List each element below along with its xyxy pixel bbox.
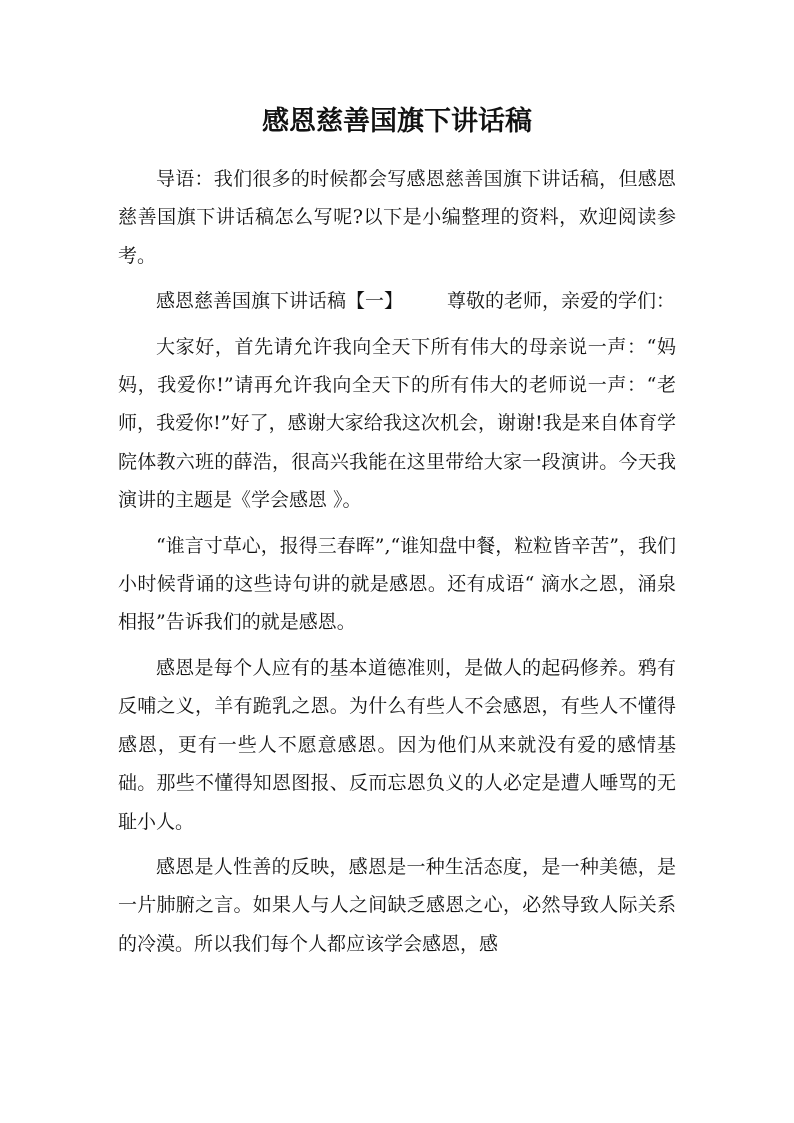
paragraph-poem: “谁言寸草心，报得三春晖”,“谁知盘中餐，粒粒皆辛苦”，我们小时候背诵的这些诗句讲的就是感恩。还有成语“ 滴水之恩，涌泉相报”告诉我们的就是感恩。 (118, 534, 676, 634)
paragraph-morality: 感恩是每个人应有的基本道德准则，是做人的起码修养。鸦有反哺之义，羊有跪乳之恩。为什么有些人不会感恩，有些人不懂得感恩，更有一些人不愿意感恩。因为他们从来就没有爱的感情基础。那些不懂得知恩图报、反而忘恩负义的人必定是遭人唾骂的无耻小人。 (118, 656, 676, 833)
paragraph-kindness: 感恩是人性善的反映，感恩是一种生活态度，是一种美德，是一片肺腑之言。如果人与人之间缺乏感恩之心，必然导致人际关系的冷漠。所以我们每个人都应该学会感恩，感 (118, 855, 676, 955)
salutation: 尊敬的老师，亲爱的学们： (447, 290, 676, 313)
speech-heading: 感恩慈善国旗下讲话稿【一】 (156, 290, 404, 313)
paragraph-heading (118, 282, 676, 320)
document-body (118, 160, 676, 963)
document-title: 感恩慈善国旗下讲话稿 (262, 106, 532, 137)
paragraph-greeting: 大家好，首先请允许我向全天下所有伟大的母亲说一声：“妈妈，我爱你!”请再允许我向全天下的所有伟大的老师说一声：“老师，我爱你!”好了，感谢大家给我这次机会，谢谢!我是来自体育学院体教六班的薛浩，很高兴我能在这里带给大家一段演讲。今天我演讲的主题是《学会感恩 》。 (118, 335, 676, 512)
paragraph-intro: 导语：我们很多的时候都会写感恩慈善国旗下讲话稿，但感恩慈善国旗下讲话稿怎么写呢?以下是小编整理的资料，欢迎阅读参考。 (118, 168, 676, 267)
